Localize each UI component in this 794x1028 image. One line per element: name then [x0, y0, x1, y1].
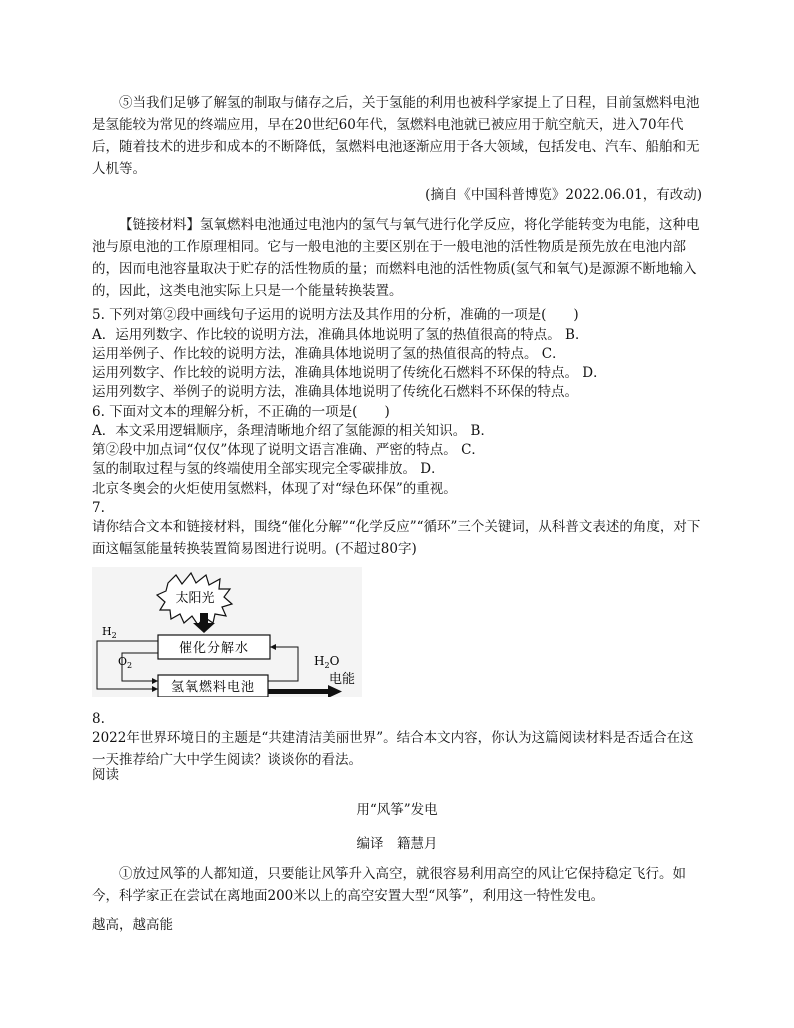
- reading-label: 阅读: [92, 767, 119, 783]
- hydrogen-label: $H_2$: [102, 625, 117, 640]
- energy-arrow-shaft: [268, 689, 328, 694]
- question-5-stem: 5. 下列对第②段中画线句子运用的说明方法及其作用的分析，准确的一项是( ): [92, 307, 579, 323]
- water-label: $H_2O$: [314, 654, 340, 670]
- question-5-line-4: 运用列数字、举例子的说明方法，准确具体地说明了传统化石燃料不环保的特点。: [92, 384, 578, 400]
- article-title: 用“风筝”发电: [356, 802, 438, 818]
- article-paragraph-1: ①放过风筝的人都知道，只要能让风筝升入高空，就很容易利用高空的风让它保持稳定飞行。如今，科学家正在尝试在离地面200米以上的高空安置大型“风筝”，利用这一特性发电。: [92, 866, 686, 904]
- question-6-stem: 6. 下面对文本的理解分析，不正确的一项是( ): [92, 404, 390, 420]
- question-6-line-2: 第②段中加点词“仅仅”体现了说明文语言准确、严密的特点。 C．: [92, 442, 485, 458]
- question-8-text: 2022年世界环境日的主题是“共建清洁美丽世界”。结合本文内容，你认为这篇阅读材料是否适合在这一天推荐给广大中学生阅读？谈谈你的看法。: [92, 730, 694, 768]
- fuel-cell-label: 氢氧燃料电池: [170, 680, 256, 695]
- source-citation: (摘自《中国科普博览》2022.06.01，有改动): [425, 187, 702, 203]
- hydrogen-energy-diagram: [92, 567, 362, 697]
- arrow-shaft: [200, 613, 208, 623]
- oxygen-label: $O_2$: [118, 655, 133, 670]
- question-6-line-4: 北京冬奥会的火炬使用氢燃料，体现了对“绿色环保”的重视。: [92, 481, 457, 497]
- link-material: 【链接材料】氢氧燃料电池通过电池内的氢气与氧气进行化学反应，将化学能转变为电能，这种电池与原电池的工作原理相同。它与一般电池的主要区别在于一般电池的活性物质是预先放在电池内部的，因而电池容量取决于贮存的活性物质的量；而燃料电池的活性物质(氢气和氧气)是源源不断地输入的，因此，这类电池实际上只是一个能量转换装置。: [92, 217, 700, 299]
- article-subheading: 越高，越高能: [92, 917, 173, 933]
- question-7-text: 请你结合文本和链接材料，围绕“催化分解”“化学反应”“循环”三个关键词，从科普文表述的角度，对下面这幅氢能量转换装置简易图进行说明。(不超过80字): [92, 519, 701, 557]
- question-5-line-2: 运用举例子、作比较的说明方法，准确具体地说明了氢的热值很高的特点。 C．: [92, 346, 566, 362]
- question-6-line-3: 氢的制取过程与氢的终端使用全部实现完全零碳排放。 D．: [92, 461, 445, 477]
- sun-label: 太阳光: [175, 591, 215, 606]
- article-author: 编译 籍慧月: [356, 836, 438, 852]
- question-5-line-3: 运用列数字、作比较的说明方法，准确具体地说明了传统化石燃料不环保的特点。 D．: [92, 365, 607, 381]
- question-8-number: 8.: [92, 711, 105, 727]
- paragraph-5: ⑤当我们足够了解氢的制取与储存之后，关于氢能的利用也被科学家提上了日程，目前氢燃料电池是氢能较为常见的终端应用，早在20世纪60年代，氢燃料电池就已被应用于航空航天，进入70年代后，随着技术的进步和成本的不断降低，氢燃料电池逐渐应用于各大领域，包括发电、汽车、船舶和无人机等。: [92, 95, 700, 177]
- question-5-line-1: A．运用列数字、作比较的说明方法，准确具体地说明了氢的热值很高的特点。 B．: [92, 327, 589, 343]
- energy-label: 电能: [329, 672, 356, 687]
- question-7-number: 7.: [92, 500, 105, 516]
- catalytic-decomposition-label: 催化分解水: [178, 641, 250, 656]
- question-6-line-1: A．本文采用逻辑顺序，条理清晰地介绍了氢能源的相关知识。 B．: [92, 423, 494, 439]
